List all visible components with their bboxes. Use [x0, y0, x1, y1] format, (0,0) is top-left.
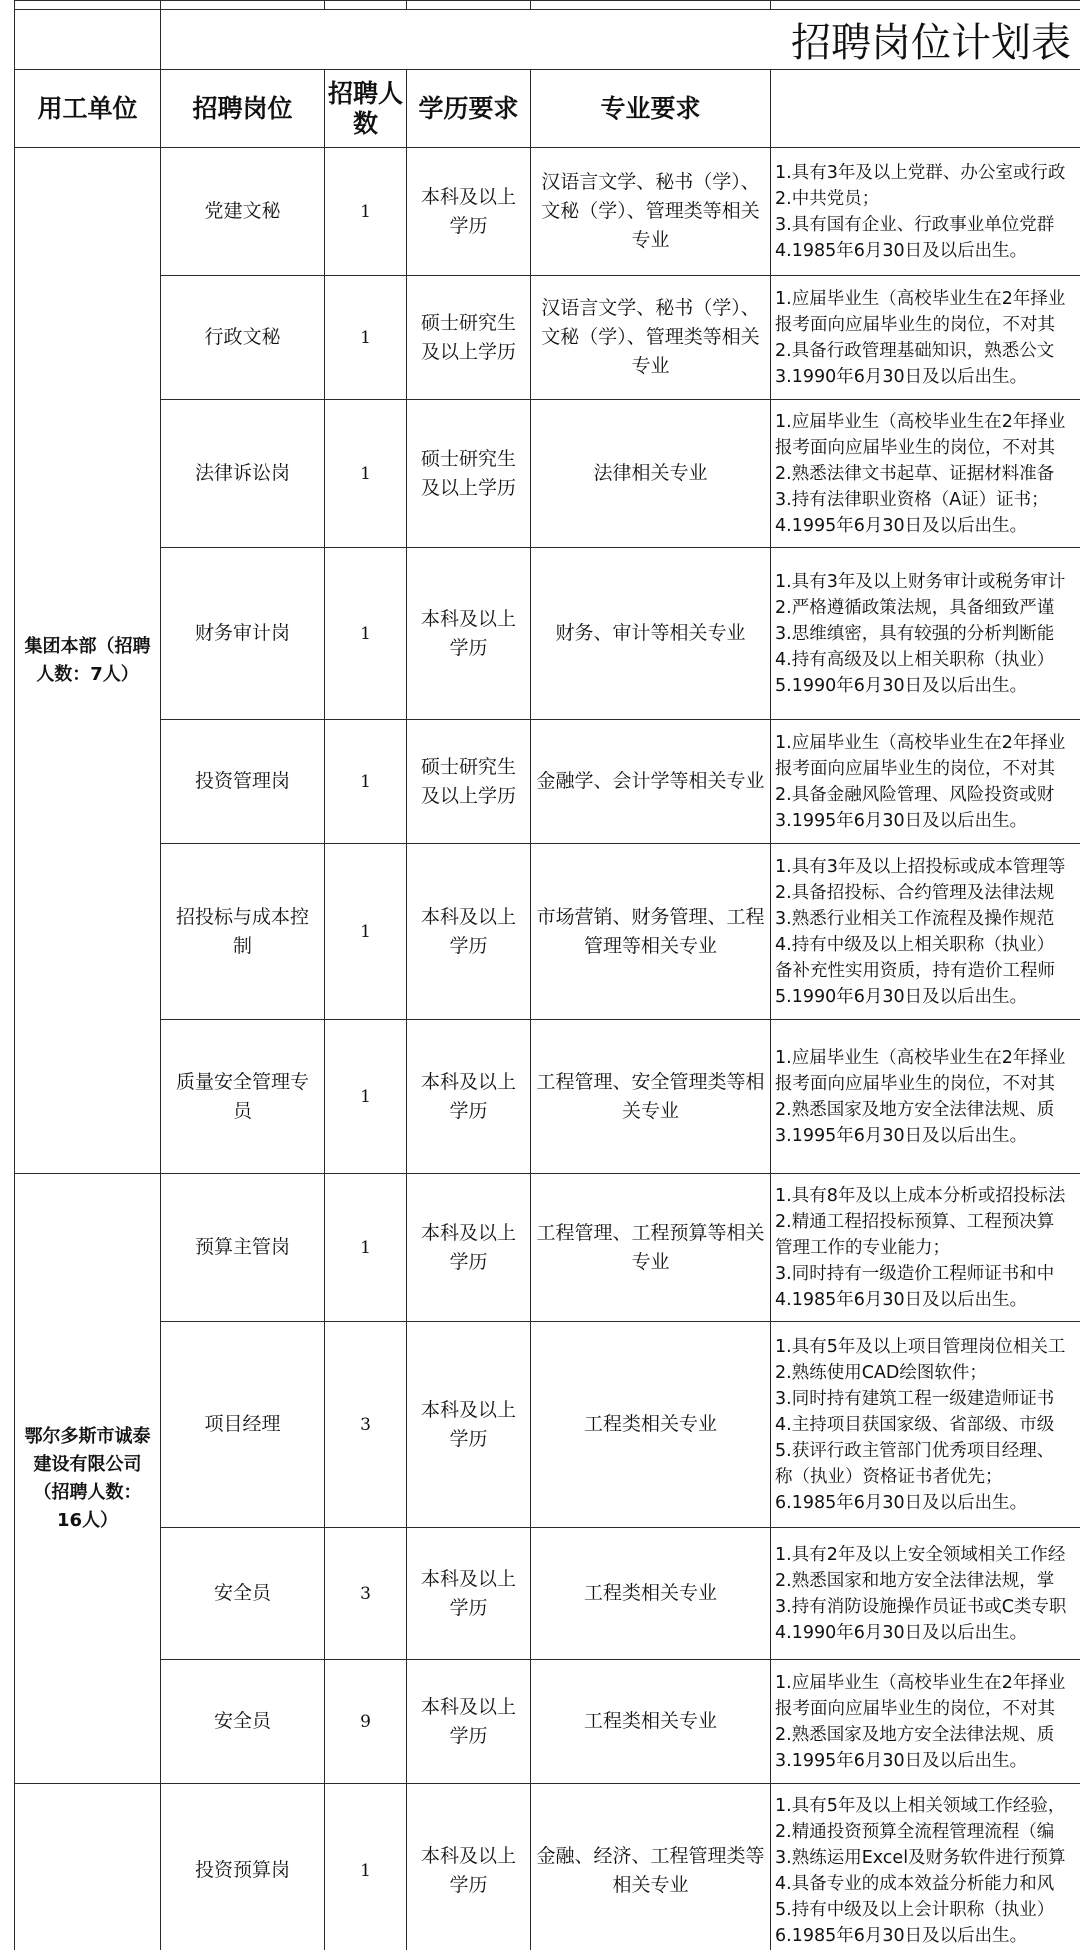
- unit-cell: 鄂尔多斯市诚泰建设有限公司（招聘人数：16人）: [15, 1174, 161, 1784]
- requirement-line: 2.精通工程招投标预算、工程预决算: [775, 1211, 1055, 1232]
- major-cell: 工程类相关专业: [531, 1322, 771, 1528]
- requirement-line: 1.具有8年及以上成本分析或招投标法: [775, 1185, 1066, 1206]
- requirements-cell: [771, 1174, 1080, 1322]
- table-title: 招聘岗位计划表: [161, 10, 1080, 70]
- requirement-line: 5.持有中级及以上会计职称（执业）: [775, 1899, 1055, 1920]
- requirement-line: 1.应届毕业生（高校毕业生在2年择业: [775, 411, 1066, 432]
- position-cell: 项目经理: [161, 1322, 325, 1528]
- count-cell: 1: [325, 148, 407, 276]
- header-row: [15, 70, 1080, 148]
- requirements-cell: [771, 276, 1080, 400]
- position-cell: 安全员: [161, 1528, 325, 1660]
- count-cell: 1: [325, 400, 407, 548]
- requirement-line: 2.熟悉法律文书起草、证据材料准备: [775, 463, 1055, 484]
- requirement-line: 3.熟悉行业相关工作流程及操作规范: [775, 908, 1055, 929]
- major-cell: 法律相关专业: [531, 400, 771, 548]
- requirements-cell: [771, 148, 1080, 276]
- position-cell: 投资管理岗: [161, 720, 325, 844]
- requirement-line: 报考面向应届毕业生的岗位，不对其: [775, 758, 1055, 779]
- major-cell: 工程管理、安全管理类等相关专业: [531, 1020, 771, 1174]
- header-position: 招聘岗位: [161, 70, 325, 148]
- requirement-line: 5.1990年6月30日及以后出生。: [775, 986, 1028, 1007]
- major-cell: 工程管理、工程预算等相关专业: [531, 1174, 771, 1322]
- table-row: [15, 548, 1080, 720]
- requirement-line: 4.1995年6月30日及以后出生。: [775, 515, 1028, 536]
- requirement-line: 3.1995年6月30日及以后出生。: [775, 810, 1028, 831]
- requirement-line: 1.应届毕业生（高校毕业生在2年择业: [775, 1047, 1066, 1068]
- requirement-line: 3.1995年6月30日及以后出生。: [775, 1750, 1028, 1771]
- requirements-cell: [771, 400, 1080, 548]
- requirements-cell: [771, 1660, 1080, 1784]
- requirement-line: 2.严格遵循政策法规，具备细致严谨: [775, 597, 1055, 618]
- position-cell: 质量安全管理专员: [161, 1020, 325, 1174]
- table-row: [15, 1528, 1080, 1660]
- recruitment-plan-table: [14, 0, 1080, 1950]
- unit-cell: [15, 1784, 161, 1950]
- requirement-line: 1.应届毕业生（高校毕业生在2年择业: [775, 288, 1066, 309]
- requirement-line: 报考面向应届毕业生的岗位，不对其: [775, 1073, 1055, 1094]
- requirement-line: 1.具有3年及以上招投标或成本管理等: [775, 856, 1066, 877]
- education-cell: 本科及以上学历: [407, 1174, 531, 1322]
- education-cell: 本科及以上学历: [407, 1528, 531, 1660]
- requirements-cell: [771, 844, 1080, 1020]
- education-cell: 本科及以上学历: [407, 1020, 531, 1174]
- unit-cell: 集团本部（招聘人数：7人）: [15, 148, 161, 1174]
- requirement-line: 1.具有3年及以上财务审计或税务审计: [775, 571, 1066, 592]
- table-row: [15, 1174, 1080, 1322]
- requirement-line: 2.中共党员；: [775, 188, 880, 209]
- requirement-line: 3.思维缜密，具有较强的分析判断能: [775, 623, 1055, 644]
- header-count: 招聘人数: [325, 70, 407, 148]
- count-cell: 1: [325, 276, 407, 400]
- education-cell: 硕士研究生及以上学历: [407, 276, 531, 400]
- requirement-line: 2.熟悉国家及地方安全法律法规、质: [775, 1724, 1055, 1745]
- table-row: [15, 276, 1080, 400]
- education-cell: 本科及以上学历: [407, 548, 531, 720]
- position-cell: 招投标与成本控制: [161, 844, 325, 1020]
- major-cell: 金融、经济、工程管理类等相关专业: [531, 1784, 771, 1950]
- requirement-line: 6.1985年6月30日及以后出生。: [775, 1925, 1028, 1946]
- education-cell: 本科及以上学历: [407, 1322, 531, 1528]
- requirement-line: 2.熟练使用CAD绘图软件；: [775, 1362, 987, 1383]
- requirement-line: 3.1995年6月30日及以后出生。: [775, 1125, 1028, 1146]
- requirements-cell: [771, 1784, 1080, 1950]
- requirement-line: 1.具有5年及以上相关领域工作经验，: [775, 1795, 1066, 1816]
- header-education: 学历要求: [407, 70, 531, 148]
- position-cell: 行政文秘: [161, 276, 325, 400]
- requirement-line: 2.熟悉国家和地方安全法律法规，掌: [775, 1570, 1055, 1591]
- requirement-line: 2.具备行政管理基础知识，熟悉公文: [775, 340, 1055, 361]
- count-cell: 3: [325, 1528, 407, 1660]
- count-cell: 3: [325, 1322, 407, 1528]
- header-major: 专业要求: [531, 70, 771, 148]
- table-row: [15, 720, 1080, 844]
- education-cell: 硕士研究生及以上学历: [407, 720, 531, 844]
- requirement-line: 1.应届毕业生（高校毕业生在2年择业: [775, 1672, 1066, 1693]
- requirement-line: 报考面向应届毕业生的岗位，不对其: [775, 1698, 1055, 1719]
- requirement-line: 1.应届毕业生（高校毕业生在2年择业: [775, 732, 1066, 753]
- major-cell: 汉语言文学、秘书（学）、文秘（学）、管理类等相关专业: [531, 148, 771, 276]
- count-cell: 1: [325, 720, 407, 844]
- major-cell: 工程类相关专业: [531, 1528, 771, 1660]
- requirements-cell: [771, 1528, 1080, 1660]
- header-requirements: [771, 70, 1080, 148]
- requirement-line: 3.具有国有企业、行政事业单位党群: [775, 214, 1055, 235]
- requirements-cell: [771, 548, 1080, 720]
- position-cell: 党建文秘: [161, 148, 325, 276]
- top-strip-row: [15, 1, 1080, 10]
- requirement-line: 管理工作的专业能力；: [775, 1237, 950, 1258]
- requirement-line: 3.持有法律职业资格（A证）证书；: [775, 489, 1049, 510]
- requirement-line: 1.具有5年及以上项目管理岗位相关工: [775, 1336, 1066, 1357]
- count-cell: 1: [325, 1020, 407, 1174]
- requirement-line: 备补充性实用资质，持有造价工程师: [775, 960, 1055, 981]
- requirement-line: 4.具备专业的成本效益分析能力和风: [775, 1873, 1055, 1894]
- requirement-line: 4.1985年6月30日及以后出生。: [775, 240, 1028, 261]
- table-row: [15, 1020, 1080, 1174]
- requirement-line: 2.具备金融风险管理、风险投资或财: [775, 784, 1055, 805]
- requirement-line: 报考面向应届毕业生的岗位，不对其: [775, 437, 1055, 458]
- requirement-line: 称（执业）资格证书者优先；: [775, 1466, 1003, 1487]
- requirement-line: 2.熟悉国家及地方安全法律法规、质: [775, 1099, 1055, 1120]
- requirement-line: 3.同时持有一级造价工程师证书和中: [775, 1263, 1055, 1284]
- title-row: [15, 10, 1080, 70]
- requirement-line: 4.持有高级及以上相关职称（执业）: [775, 649, 1055, 670]
- count-cell: 1: [325, 1174, 407, 1322]
- major-cell: 财务、审计等相关专业: [531, 548, 771, 720]
- requirement-line: 4.1990年6月30日及以后出生。: [775, 1622, 1028, 1643]
- requirement-line: 5.1990年6月30日及以后出生。: [775, 675, 1028, 696]
- position-cell: 财务审计岗: [161, 548, 325, 720]
- header-unit: 用工单位: [15, 70, 161, 148]
- position-cell: 预算主管岗: [161, 1174, 325, 1322]
- major-cell: 汉语言文学、秘书（学）、文秘（学）、管理类等相关专业: [531, 276, 771, 400]
- position-cell: 投资预算岗: [161, 1784, 325, 1950]
- count-cell: 9: [325, 1660, 407, 1784]
- requirement-line: 1.具有3年及以上党群、办公室或行政: [775, 162, 1066, 183]
- requirements-cell: [771, 1020, 1080, 1174]
- major-cell: 工程类相关专业: [531, 1660, 771, 1784]
- major-cell: 金融学、会计学等相关专业: [531, 720, 771, 844]
- table-row: [15, 148, 1080, 276]
- table-row: [15, 1660, 1080, 1784]
- count-cell: 1: [325, 548, 407, 720]
- requirements-cell: [771, 720, 1080, 844]
- requirement-line: 3.持有消防设施操作员证书或C类专职: [775, 1596, 1067, 1617]
- education-cell: 本科及以上学历: [407, 1660, 531, 1784]
- position-cell: 安全员: [161, 1660, 325, 1784]
- requirement-line: 4.主持项目获国家级、省部级、市级: [775, 1414, 1055, 1435]
- requirement-line: 4.1985年6月30日及以后出生。: [775, 1289, 1028, 1310]
- count-cell: 1: [325, 1784, 407, 1950]
- table-row: [15, 844, 1080, 1020]
- requirement-line: 3.1990年6月30日及以后出生。: [775, 366, 1028, 387]
- requirement-line: 报考面向应届毕业生的岗位，不对其: [775, 314, 1055, 335]
- education-cell: 硕士研究生及以上学历: [407, 400, 531, 548]
- requirement-line: 6.1985年6月30日及以后出生。: [775, 1492, 1028, 1513]
- table-row: [15, 400, 1080, 548]
- requirement-line: 5.获评行政主管部门优秀项目经理、: [775, 1440, 1055, 1461]
- position-cell: 法律诉讼岗: [161, 400, 325, 548]
- requirement-line: 2.具备招投标、合约管理及法律法规: [775, 882, 1055, 903]
- table-row: [15, 1784, 1080, 1950]
- requirement-line: 1.具有2年及以上安全领域相关工作经: [775, 1544, 1066, 1565]
- education-cell: 本科及以上学历: [407, 1784, 531, 1950]
- requirement-line: 3.同时持有建筑工程一级建造师证书: [775, 1388, 1055, 1409]
- count-cell: 1: [325, 844, 407, 1020]
- requirement-line: 4.持有中级及以上相关职称（执业）: [775, 934, 1055, 955]
- education-cell: 本科及以上学历: [407, 844, 531, 1020]
- requirement-line: 3.熟练运用Excel及财务软件进行预算: [775, 1847, 1066, 1868]
- requirements-cell: [771, 1322, 1080, 1528]
- major-cell: 市场营销、财务管理、工程管理等相关专业: [531, 844, 771, 1020]
- table-row: [15, 1322, 1080, 1528]
- education-cell: 本科及以上学历: [407, 148, 531, 276]
- requirement-line: 2.精通投资预算全流程管理流程（编: [775, 1821, 1055, 1842]
